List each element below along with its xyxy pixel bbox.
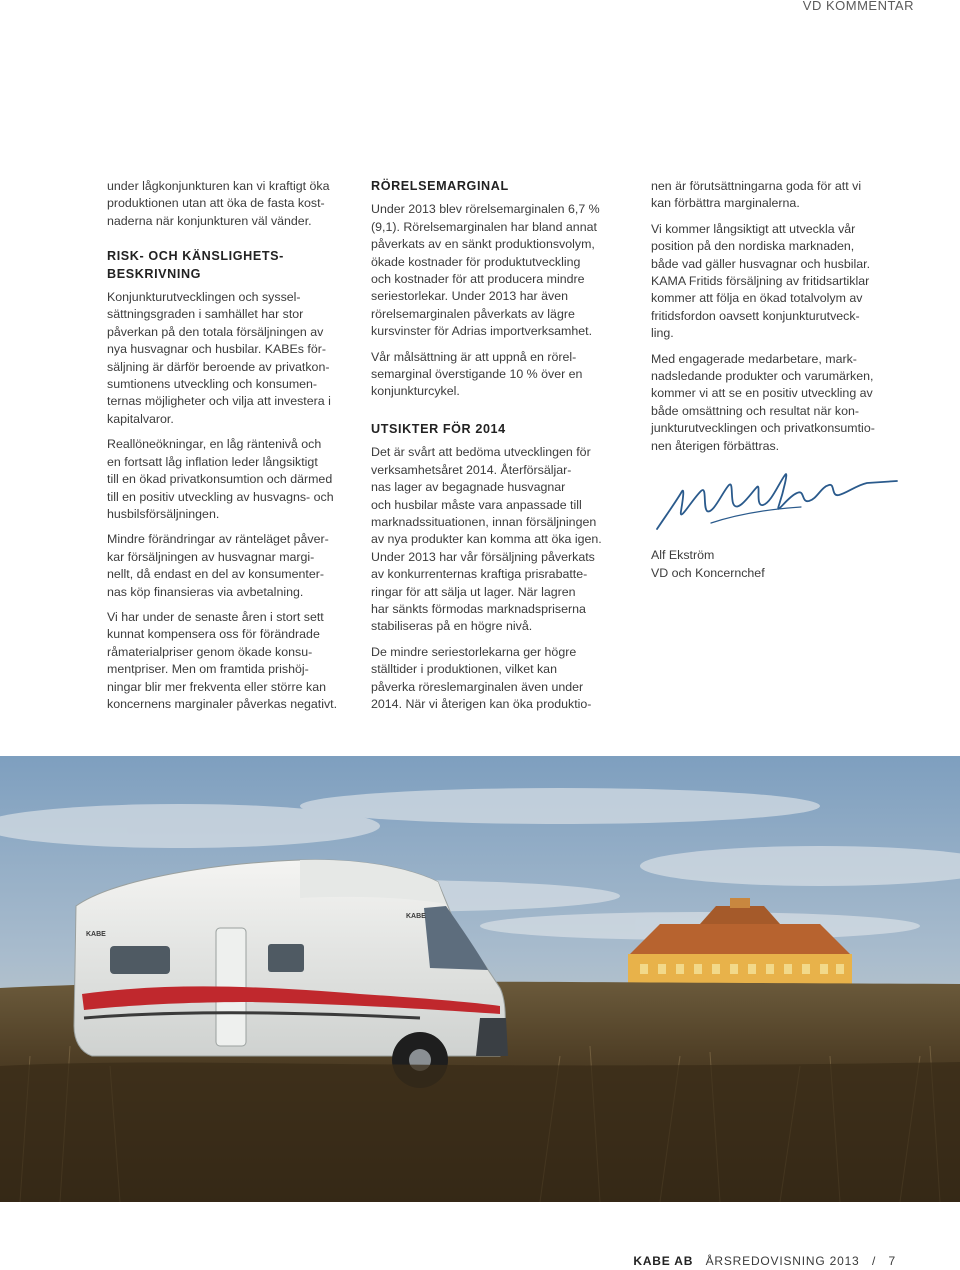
heading-risk: RISK- OCH KÄNSLIGHETS- BESKRIVNING	[107, 249, 284, 281]
paragraph: Det är svårt att bedöma utvecklingen för verksamhetsåret 2014. Återförsäljar- nas lager av begagnade husvagnar och husbilar måste vara anpassade till marknadssituationen, innan försäljningen av nya produkter kan komma att öka igen. Under 2013 har vår försäljning påverkats av konkurrenternas kraftiga prisrabatte- ringar för att sälja ut lager. När lagren har sänkts förmodas marknadspriserna stabiliseras på en högre nivå.	[371, 445, 602, 634]
text-column-3	[651, 178, 899, 582]
text-column-1	[107, 178, 353, 721]
paragraph: Med engagerade medarbetare, mark- nadsledande produkter och varumärken, kommer vi att se en positiv utveckling av både omsättning och resultat när kon- junkturutvecklingen och privatkonsumtio- nen återigen förbättras.	[651, 351, 875, 453]
signature-image	[651, 463, 901, 541]
paragraph: Mindre förändringar av ränteläget påver- kar försäljningen av husvagnar margi- nellt, då endast en del av konsumenter- nas köp finansieras via avbetalning.	[107, 532, 329, 599]
signer-name: Alf Ekström	[651, 548, 715, 563]
paragraph: Konjunkturutvecklingen och syssel- sättningsgraden i samhället har stor påverkan på den totala försäljningen av nya husvagnar och husbilar. KABEs för- säljning är därför beroende av privatkon- sumtionens utveckling och konsumen- ternas möjligheter och vilja att investera i kapitalvaror.	[107, 290, 331, 426]
vehicle-logo-side: KABE	[86, 931, 106, 938]
motorhome	[74, 860, 508, 1088]
paragraph: Vår målsättning är att uppnå en rörel- semarginal överstigande 10 % över en konjunkturcykel.	[371, 349, 583, 399]
page-number: 7	[888, 1254, 896, 1268]
paragraph: Reallöneökningar, en låg räntenivå och en fortsatt låg inflation leder långsiktigt till en ökad privatkonsumtion och därmed till en positiv utveckling av husvagns- och husbilsförsäljningen.	[107, 437, 334, 521]
footer-separator: /	[871, 1254, 877, 1268]
paragraph: Under 2013 blev rörelsemarginalen 6,7 % (9,1). Rörelsemarginalen har bland annat påverkats av en sänkt produktionsvolym, ökade kostnader för produktutveckling och kostnader för att producera mindre seriestorlekar. Under 2013 har även rörelsemarginalen påverkats av lägre kursvinster för Adrias importverksamhet.	[371, 202, 600, 339]
footer-publication: ÅRSREDOVISNING 2013	[705, 1254, 860, 1268]
text-column-2	[371, 178, 619, 721]
signer-title: VD och Koncernchef	[651, 565, 765, 580]
paragraph: nen är förutsättningarna goda för att vi kan förbättra marginalerna.	[651, 179, 862, 211]
vehicle-logo-front: KABE	[406, 913, 426, 920]
signer-block	[651, 547, 899, 582]
foreground-grass	[0, 1062, 960, 1202]
page-footer	[633, 1254, 896, 1268]
section-label: VD KOMMENTAR	[802, 0, 914, 13]
heading-outlook: UTSIKTER FÖR 2014	[371, 421, 506, 436]
heading-operating-margin: RÖRELSEMARGINAL	[371, 179, 509, 193]
footer-brand: KABE AB	[633, 1254, 694, 1268]
paragraph: Vi har under de senaste åren i stort sett kunnat kompensera oss för förändrade råmaterialpriser genom ökade konsu- mentpriser. Men om framtida prishöj- ningar blir mer frekventa eller större kan koncernens marginaler påverkas negativt.	[107, 609, 338, 711]
paragraph: De mindre seriestorlekarna ger högre ställtider i produktionen, vilket kan påverka röreslemarginalen även under 2014. När vi återigen kan öka produktio-	[371, 644, 592, 711]
paragraph: under lågkonjunkturen kan vi kraftigt öka produktionen utan att öka de fasta kost- naderna när konjunkturen väl vänder.	[107, 179, 330, 228]
motorhome-photo	[0, 756, 960, 1202]
paragraph: Vi kommer långsiktigt att utveckla vår position på den nordiska marknaden, både vad gäller husvagnar och husbilar. KAMA Fritids försäljning av fritidsartiklar kommer att följa en ökad totalvolym av fritidsfordon oavsett konjunkturutveck- ling.	[651, 221, 871, 341]
